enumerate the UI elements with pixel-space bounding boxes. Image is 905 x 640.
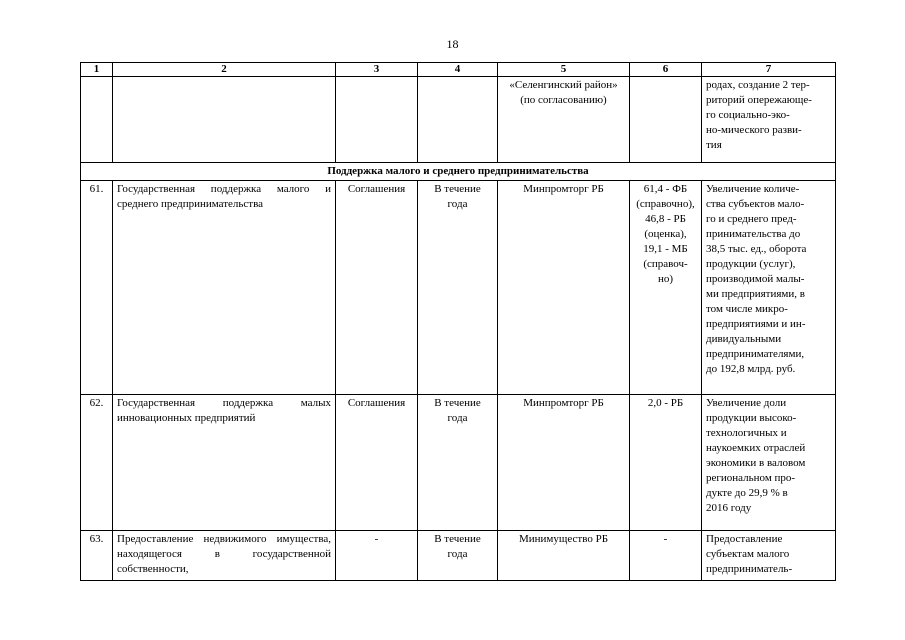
cell-measure xyxy=(113,77,336,163)
cell-term xyxy=(418,77,498,163)
section-title: Поддержка малого и среднего предпринимательства xyxy=(81,163,836,181)
cell-mechanism: - xyxy=(336,531,418,581)
cell-measure: Предоставление недвижимого имущества, находящегося в государственной собственности, xyxy=(113,531,336,581)
cell-num: 61. xyxy=(81,181,113,395)
cell-result: Увеличение доли продукции высоко- технологичных и наукоемких отраслей экономики в валовом региональном про- дукте до 29,9 % в 2016 году xyxy=(702,395,836,531)
continuation-row xyxy=(81,77,836,163)
header-row xyxy=(81,63,836,77)
cell-num xyxy=(81,77,113,163)
cell-result: Увеличение количе- ства субъектов мало- го и среднего пред- принимательства до 38,5 тыс. ед., оборота продукции (услуг), производимой малы- ми предприятиями, в том числе микро- предприятиями и ин- дивидуальными предпринимателями, до 192,8 млрд. руб. xyxy=(702,181,836,395)
cell-mechanism: Соглашения xyxy=(336,395,418,531)
cell-responsible: Минимущество РБ xyxy=(498,531,630,581)
cell-funding: 2,0 - РБ xyxy=(630,395,702,531)
cell-mechanism: Соглашения xyxy=(336,181,418,395)
column-header: 2 xyxy=(113,63,336,77)
cell-num: 63. xyxy=(81,531,113,581)
column-header: 7 xyxy=(702,63,836,77)
column-header: 6 xyxy=(630,63,702,77)
column-header: 4 xyxy=(418,63,498,77)
cell-measure: Государственная поддержка малого и среднего предпринимательства xyxy=(113,181,336,395)
cell-responsible: «Селенгинский район» (по согласованию) xyxy=(498,77,630,163)
cell-result: Предоставление субъектам малого предприниматель- xyxy=(702,531,836,581)
cell-measure: Государственная поддержка малых инновационных предприятий xyxy=(113,395,336,531)
cell-responsible: Минпромторг РБ xyxy=(498,181,630,395)
page-number: 18 xyxy=(446,37,459,51)
cell-responsible: Минпромторг РБ xyxy=(498,395,630,531)
table-row xyxy=(81,181,836,395)
table-row xyxy=(81,531,836,581)
cell-result: родах, создание 2 тер- риторий опережающе- го социально-эко- но-мического разви- тия xyxy=(702,77,836,163)
cell-term: В течение года xyxy=(418,181,498,395)
cell-funding: 61,4 - ФБ (справочно), 46,8 - РБ (оценка), 19,1 - МБ (справоч- но) xyxy=(630,181,702,395)
measures-table xyxy=(80,62,836,581)
column-header: 3 xyxy=(336,63,418,77)
cell-funding xyxy=(630,77,702,163)
cell-term: В течение года xyxy=(418,395,498,531)
column-header: 5 xyxy=(498,63,630,77)
column-header: 1 xyxy=(81,63,113,77)
cell-mechanism xyxy=(336,77,418,163)
cell-term: В течение года xyxy=(418,531,498,581)
section-row xyxy=(81,163,836,181)
cell-funding: - xyxy=(630,531,702,581)
cell-num: 62. xyxy=(81,395,113,531)
table-row xyxy=(81,395,836,531)
